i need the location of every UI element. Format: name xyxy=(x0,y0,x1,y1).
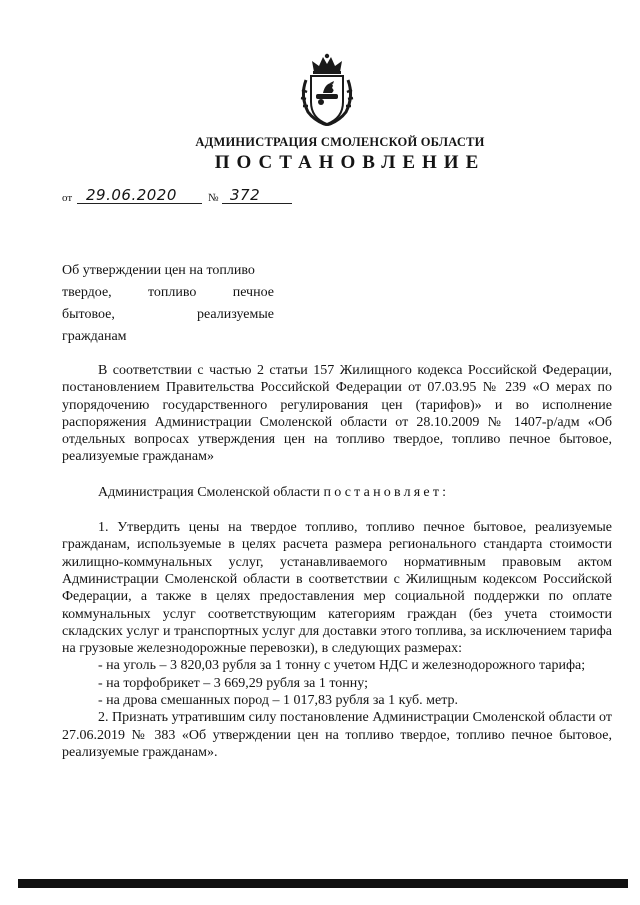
document-body xyxy=(62,362,612,761)
price-coal: - на уголь – 3 820,03 рубля за 1 тонну с учетом НДС и железнодорожного тарифа; xyxy=(98,658,586,674)
dateline xyxy=(62,186,362,208)
handwritten-number: 372 xyxy=(230,186,261,204)
preamble-paragraph: В соответствии с частью 2 статьи 157 Жилищного кодекса Российской Федерации, постановлением Правительства Российской Федерации от 07.03.95 № 239 «О мерах по упорядочению государственного регулирования цен (тарифов)» и во исполнение распоряжения Администрации Смоленской области от 28.10.2009 № 1407-р/адм «Об отдельных вопросах утверждения цен на топливо твердое, топливо печное бытовое, реализуемые гражданам» xyxy=(62,363,612,465)
subject-line: гражданам xyxy=(62,329,127,344)
resolve-prefix: Администрация Смоленской области xyxy=(98,484,321,500)
date-label: от xyxy=(62,192,73,204)
price-peat: - на торфобрикет – 3 669,29 рубля за 1 тонну; xyxy=(98,675,368,691)
document-subject xyxy=(62,260,274,348)
bottom-scan-bar xyxy=(18,879,628,888)
handwritten-date: 29.06.2020 xyxy=(86,186,177,204)
item-2-paragraph: 2. Признать утратившим силу постановление Администрации Смоленской области от 27.06.2019 № 383 «Об утверждении цен на топливо твердое, топливо печное бытовое, реализуемые гражданам». xyxy=(62,710,612,760)
resolve-paragraph xyxy=(62,484,612,501)
price-wood: - на дрова смешанных пород – 1 017,83 рубля за 1 куб. метр. xyxy=(98,693,458,709)
document-type: ПОСТАНОВЛЕНИЕ xyxy=(214,152,486,173)
smolensk-coat-of-arms-icon xyxy=(296,52,358,128)
organization-title: АДМИНИСТРАЦИЯ СМОЛЕНСКОЙ ОБЛАСТИ xyxy=(195,135,485,149)
subject-line: бытовое, реализуемые xyxy=(62,307,274,322)
resolve-word: постановляет: xyxy=(323,484,450,500)
number-label: № xyxy=(208,192,219,204)
item-1-paragraph: 1. Утвердить цены на твердое топливо, топливо печное бытовое, реализуемые гражданам, используемые в целях расчета размера регионального стандарта стоимости жилищно-коммунальных услуг, устанавливаемого нормативным правовым актом Администрации Смоленской области в соответствии с Жилищным кодексом Российской Федерации, а также в целях предоставления мер социальной поддержки по оплате коммунальных услуг соответствующим категориям граждан (без учета стоимости складских услуг и транспортных услуг для доставки этого топлива, за исключением тарифа на грузовые железнодорожные перевозки), в следующих размерах: xyxy=(62,520,612,657)
subject-line: твердое, топливо печное xyxy=(62,285,274,300)
subject-line: Об утверждении цен на топливо xyxy=(62,263,255,278)
